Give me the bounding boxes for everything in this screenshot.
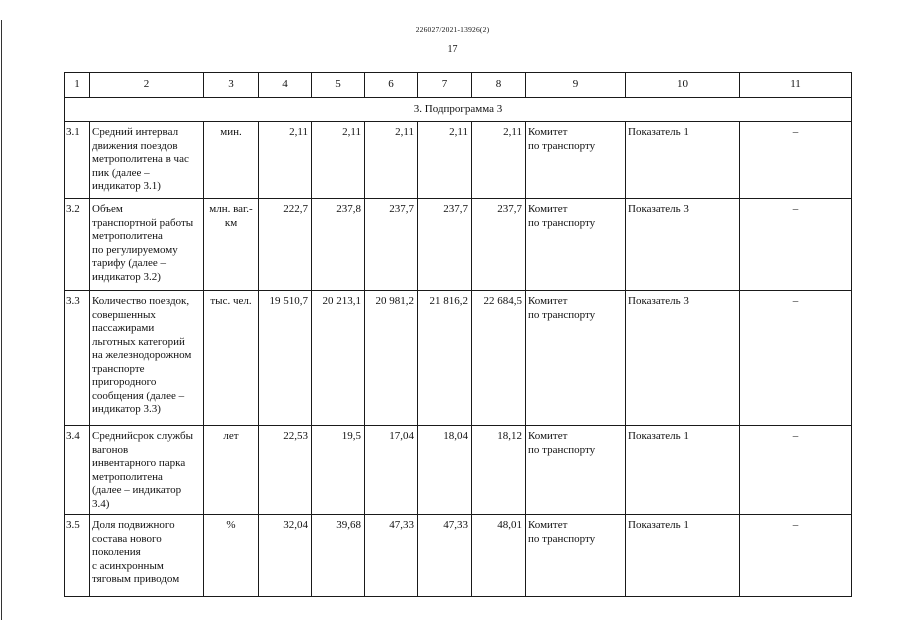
column-header: 3 <box>204 73 259 98</box>
linked-indicator: Показатель 1 <box>626 515 740 597</box>
column-header: 9 <box>526 73 626 98</box>
indicator-name-line: поколения <box>92 546 141 558</box>
indicator-name-line: индикатор 3.1) <box>92 180 161 192</box>
indicator-name <box>90 122 204 199</box>
year-value: 32,04 <box>259 515 312 597</box>
year-value: 19,5 <box>312 426 365 515</box>
unit-of-measure <box>204 199 259 291</box>
responsible-line: Комитет <box>528 430 568 442</box>
responsible-line: по транспорту <box>528 308 596 321</box>
row-number: 3.5 <box>65 515 90 597</box>
indicator-name-line: состава нового <box>92 532 162 545</box>
linked-indicator: Показатель 1 <box>626 426 740 515</box>
column-header: 6 <box>365 73 418 98</box>
year-value: 237,7 <box>365 199 418 291</box>
responsible-line: по транспорту <box>528 139 596 152</box>
row-number: 3.3 <box>65 291 90 426</box>
unit-line: лет <box>223 430 239 442</box>
year-value: 39,68 <box>312 515 365 597</box>
year-value: 47,33 <box>365 515 418 597</box>
indicator-name <box>90 199 204 291</box>
indicator-table <box>64 72 852 597</box>
table-row <box>65 199 852 291</box>
indicator-name-line: по регулируемому <box>92 243 178 256</box>
year-value: 2,11 <box>365 122 418 199</box>
linked-indicator: Показатель 3 <box>626 199 740 291</box>
year-value: 47,33 <box>418 515 472 597</box>
table-row <box>65 515 852 597</box>
indicator-name-line: 3.4) <box>92 497 110 510</box>
indicator-name <box>90 426 204 515</box>
responsible-body <box>526 426 626 515</box>
responsible-body <box>526 291 626 426</box>
unit-line: тыс. чел. <box>210 295 252 307</box>
indicator-name-line: сообщения (далее – <box>92 389 185 402</box>
row-number: 3.2 <box>65 199 90 291</box>
responsible-line: по транспорту <box>528 216 596 229</box>
year-value: 237,7 <box>472 199 526 291</box>
indicator-name-line: Количество поездок, <box>92 295 190 307</box>
indicator-name <box>90 291 204 426</box>
column-header: 8 <box>472 73 526 98</box>
table-row <box>65 291 852 426</box>
column-number-row <box>65 73 852 98</box>
indicator-name-line: пассажирами <box>92 322 155 334</box>
table-row <box>65 122 852 199</box>
indicator-name-line: метрополитена <box>92 230 163 242</box>
column-header: 11 <box>740 73 852 98</box>
indicator-name-line: с асинхронным <box>92 559 164 572</box>
column-11-value: – <box>740 426 852 515</box>
year-value: 2,11 <box>418 122 472 199</box>
indicator-name-line: Средний интервал <box>92 126 179 138</box>
section-row <box>65 98 852 122</box>
column-header: 2 <box>90 73 204 98</box>
column-header: 4 <box>259 73 312 98</box>
indicator-name-line: тяговым приводом <box>92 573 180 585</box>
year-value: 48,01 <box>472 515 526 597</box>
year-value: 2,11 <box>259 122 312 199</box>
year-value: 222,7 <box>259 199 312 291</box>
responsible-body <box>526 199 626 291</box>
row-number: 3.1 <box>65 122 90 199</box>
column-11-value: – <box>740 515 852 597</box>
indicator-name-line: на железнодорожном <box>92 349 192 361</box>
year-value: 21 816,2 <box>418 291 472 426</box>
year-value: 2,11 <box>472 122 526 199</box>
linked-indicator: Показатель 3 <box>626 291 740 426</box>
unit-of-measure <box>204 426 259 515</box>
indicator-name-line: транспортной работы <box>92 216 194 229</box>
unit-of-measure <box>204 515 259 597</box>
unit-line: % <box>226 519 236 531</box>
indicator-name-line: Среднийсрок службы <box>92 430 193 442</box>
year-value: 2,11 <box>312 122 365 199</box>
linked-indicator: Показатель 1 <box>626 122 740 199</box>
responsible-body <box>526 515 626 597</box>
year-value: 22 684,5 <box>472 291 526 426</box>
indicator-name-line: Объем <box>92 203 123 215</box>
indicator-name-line: движения поездов <box>92 139 178 152</box>
year-value: 17,04 <box>365 426 418 515</box>
table-row <box>65 426 852 515</box>
indicator-name-line: льготных категорий <box>92 335 185 348</box>
indicator-name-line: индикатор 3.3) <box>92 403 161 415</box>
year-value: 18,12 <box>472 426 526 515</box>
indicator-name-line: транспорте <box>92 362 145 375</box>
indicator-name <box>90 515 204 597</box>
page-number: 17 <box>447 44 458 55</box>
indicator-name-line: совершенных <box>92 308 156 321</box>
column-11-value: – <box>740 199 852 291</box>
column-header: 7 <box>418 73 472 98</box>
responsible-line: по транспорту <box>528 443 596 456</box>
indicator-name-line: Доля подвижного <box>92 519 175 531</box>
page-edge-rule <box>1 20 2 620</box>
column-header: 10 <box>626 73 740 98</box>
responsible-line: по транспорту <box>528 532 596 545</box>
indicator-name-line: пригородного <box>92 376 157 388</box>
unit-line: мин. <box>220 126 242 138</box>
unit-line: млн. ваг.- <box>209 203 253 215</box>
indicator-name-line: вагонов <box>92 443 129 456</box>
indicator-name-line: (далее – индикатор <box>92 484 182 496</box>
column-header: 5 <box>312 73 365 98</box>
indicator-name-line: индикатор 3.2) <box>92 270 161 283</box>
indicator-name-line: метрополитена <box>92 470 163 483</box>
section-title: 3. Подпрограмма 3 <box>65 98 852 122</box>
unit-line: км <box>224 216 238 229</box>
table-body <box>65 73 852 597</box>
document-id: 226027/2021-13926(2) <box>415 25 490 34</box>
year-value: 20 981,2 <box>365 291 418 426</box>
year-value: 237,7 <box>418 199 472 291</box>
responsible-body <box>526 122 626 199</box>
responsible-line: Комитет <box>528 295 568 307</box>
indicator-name-line: тарифу (далее – <box>92 257 167 269</box>
column-11-value: – <box>740 122 852 199</box>
year-value: 22,53 <box>259 426 312 515</box>
indicator-name-line: инвентарного парка <box>92 457 186 469</box>
indicator-name-line: метрополитена в час <box>92 153 189 165</box>
column-header: 1 <box>65 73 90 98</box>
year-value: 20 213,1 <box>312 291 365 426</box>
year-value: 18,04 <box>418 426 472 515</box>
year-value: 19 510,7 <box>259 291 312 426</box>
responsible-line: Комитет <box>528 203 568 215</box>
column-11-value: – <box>740 291 852 426</box>
responsible-line: Комитет <box>528 126 568 138</box>
row-number: 3.4 <box>65 426 90 515</box>
indicator-name-line: пик (далее – <box>92 166 150 179</box>
unit-of-measure <box>204 291 259 426</box>
year-value: 237,8 <box>312 199 365 291</box>
unit-of-measure <box>204 122 259 199</box>
responsible-line: Комитет <box>528 519 568 531</box>
